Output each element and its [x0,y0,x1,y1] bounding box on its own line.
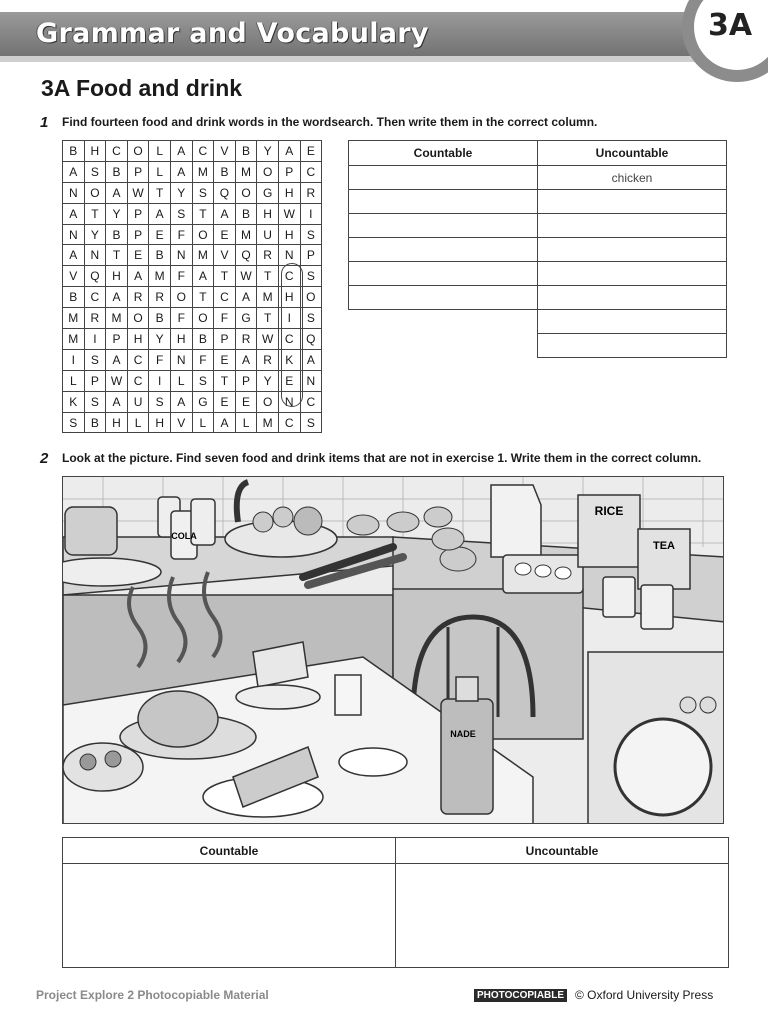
wordsearch-cell[interactable]: H [106,412,128,433]
wordsearch-cell[interactable]: W [257,329,279,350]
wordsearch-cell[interactable]: O [192,308,214,329]
wordsearch-cell[interactable]: C [278,329,300,350]
wordsearch-cell[interactable]: F [149,349,171,370]
wordsearch-cell[interactable]: C [300,391,322,412]
wordsearch-cell[interactable]: G [235,308,257,329]
wordsearch-cell[interactable]: B [149,245,171,266]
wordsearch-cell[interactable]: E [149,224,171,245]
wordsearch-cell[interactable]: O [170,287,192,308]
footer-source: Project Explore 2 Photocopiable Material [36,988,269,1002]
wordsearch-cell[interactable]: T [257,308,279,329]
wordsearch-cell[interactable]: A [63,203,85,224]
wordsearch-cell[interactable]: A [170,161,192,182]
wordsearch-cell[interactable]: K [63,391,85,412]
uncountable-answer-cell[interactable] [538,262,727,286]
wordsearch-cell[interactable]: W [235,266,257,287]
wordsearch-cell[interactable]: C [192,141,214,162]
wordsearch-cell[interactable]: U [257,224,279,245]
wordsearch-cell[interactable]: N [300,370,322,391]
wordsearch-cell[interactable]: A [214,203,236,224]
wordsearch-cell[interactable]: P [84,370,106,391]
wordsearch-cell[interactable]: Q [214,182,236,203]
wordsearch-cell[interactable]: T [192,203,214,224]
kitchen-illustration [62,476,724,824]
wordsearch-cell[interactable]: B [235,141,257,162]
wordsearch-cell[interactable]: M [257,412,279,433]
countable-answer-cell[interactable] [349,214,538,238]
uncountable-answer-cell[interactable] [538,190,727,214]
wordsearch-cell[interactable]: A [192,266,214,287]
wordsearch-cell[interactable]: F [170,266,192,287]
wordsearch-cell[interactable]: S [84,161,106,182]
wordsearch-cell[interactable]: P [127,203,149,224]
wordsearch-cell[interactable]: A [106,182,128,203]
wordsearch-cell[interactable]: A [127,266,149,287]
wordsearch-cell[interactable]: E [300,141,322,162]
wordsearch-cell[interactable]: B [149,308,171,329]
wordsearch-cell[interactable]: O [127,141,149,162]
wordsearch-cell[interactable]: Y [257,141,279,162]
wordsearch-cell[interactable]: I [84,329,106,350]
wordsearch-cell[interactable]: M [63,308,85,329]
wordsearch-cell[interactable]: H [278,287,300,308]
countable-header: Countable [63,838,396,864]
cola-label: COLA [171,531,197,541]
wordsearch-cell[interactable]: Y [84,224,106,245]
wordsearch-cell[interactable]: S [170,203,192,224]
wordsearch-cell[interactable]: A [235,287,257,308]
wordsearch-cell[interactable]: F [192,349,214,370]
wordsearch-cell[interactable]: O [257,161,279,182]
wordsearch-cell[interactable]: I [149,370,171,391]
wordsearch-cell[interactable]: L [63,370,85,391]
wordsearch-cell[interactable]: E [214,349,236,370]
uncountable-answer-cell[interactable] [538,310,727,334]
exercise-1-instruction: Find fourteen food and drink words in the wordsearch. Then write them in the correct column. [62,115,598,129]
unit-badge-text: 3A [708,8,753,43]
wordsearch-cell[interactable]: B [84,412,106,433]
wordsearch-cell[interactable]: B [106,161,128,182]
uncountable-answer-cell[interactable] [538,238,727,262]
wordsearch-cell[interactable]: T [257,266,279,287]
wordsearch-row [63,203,322,224]
photocopiable-badge: PHOTOCOPIABLE [474,989,567,1002]
wordsearch-cell[interactable]: V [63,266,85,287]
wordsearch-cell[interactable]: M [192,161,214,182]
wordsearch-cell[interactable]: A [63,245,85,266]
wordsearch-cell[interactable]: L [149,161,171,182]
wordsearch-cell[interactable]: E [214,224,236,245]
wordsearch-cell[interactable]: L [192,412,214,433]
wordsearch-cell[interactable]: A [63,161,85,182]
wordsearch-cell[interactable]: E [235,391,257,412]
wordsearch-cell[interactable]: S [84,349,106,370]
wordsearch-cell[interactable]: A [106,287,128,308]
wordsearch-cell[interactable]: A [300,349,322,370]
wordsearch-cell[interactable]: T [106,245,128,266]
wordsearch-cell[interactable]: F [170,308,192,329]
wordsearch-cell[interactable]: C [106,141,128,162]
wordsearch-cell[interactable]: R [149,287,171,308]
rice-label: RICE [594,504,624,518]
wordsearch-cell[interactable]: V [170,412,192,433]
empty-cell [349,310,538,334]
wordsearch-cell[interactable]: C [127,370,149,391]
wordsearch-cell[interactable]: A [170,391,192,412]
wordsearch-cell[interactable]: Y [170,182,192,203]
wordsearch-cell[interactable]: C [214,287,236,308]
countable-answer-cell[interactable] [349,166,538,190]
countable-answer-area[interactable] [63,864,396,968]
wordsearch-cell[interactable]: B [235,203,257,224]
wordsearch-cell[interactable]: P [127,224,149,245]
wordsearch-cell[interactable]: W [106,370,128,391]
wordsearch-cell[interactable]: Y [106,203,128,224]
wordsearch-cell[interactable]: P [278,161,300,182]
wordsearch-cell[interactable]: L [170,370,192,391]
wordsearch-cell[interactable]: P [235,370,257,391]
example-word-circle [281,263,303,407]
wordsearch-cell[interactable]: L [127,412,149,433]
uncountable-answer-cell[interactable] [538,334,727,358]
bottle-label: NADE [450,729,476,739]
wordsearch-cell[interactable]: H [170,329,192,350]
exercise-2-instruction: Look at the picture. Find seven food and drink items that are not in exercise 1. Write them in the correct column. [62,451,702,465]
wordsearch-cell[interactable]: C [278,412,300,433]
wordsearch-cell[interactable]: H [278,182,300,203]
exercise-1-answer-table [348,140,727,358]
wordsearch-cell[interactable]: P [300,245,322,266]
wordsearch-cell[interactable]: S [192,182,214,203]
wordsearch-cell[interactable]: P [106,329,128,350]
wordsearch-cell[interactable]: S [300,266,322,287]
wordsearch-cell[interactable]: B [63,141,85,162]
wordsearch-cell[interactable]: N [278,245,300,266]
wordsearch-cell[interactable]: C [300,161,322,182]
wordsearch-cell[interactable]: T [192,287,214,308]
wordsearch-cell[interactable]: S [63,412,85,433]
wordsearch-cell[interactable]: N [170,245,192,266]
wordsearch-cell[interactable]: M [192,245,214,266]
wordsearch-cell[interactable]: A [170,141,192,162]
wordsearch-cell[interactable]: C [127,349,149,370]
wordsearch-cell[interactable]: R [84,308,106,329]
wordsearch-cell[interactable]: O [300,287,322,308]
wordsearch-cell[interactable]: M [149,266,171,287]
uncountable-answer-cell[interactable] [538,214,727,238]
header-title: Grammar and Vocabulary [36,18,429,49]
wordsearch-row [63,412,322,433]
wordsearch-cell[interactable]: G [257,182,279,203]
wordsearch-row [63,161,322,182]
wordsearch-cell[interactable]: C [84,287,106,308]
wordsearch-cell[interactable]: P [127,161,149,182]
wordsearch-cell[interactable]: H [127,329,149,350]
wordsearch-row [63,182,322,203]
wordsearch-cell[interactable]: M [235,224,257,245]
wordsearch-cell[interactable]: I [278,308,300,329]
wordsearch-cell[interactable]: F [170,224,192,245]
wordsearch-cell[interactable]: I [300,203,322,224]
wordsearch-cell[interactable]: L [235,412,257,433]
wordsearch-cell[interactable]: R [257,245,279,266]
wordsearch-cell[interactable]: H [257,203,279,224]
wordsearch-cell[interactable]: N [84,245,106,266]
wordsearch-cell[interactable]: L [149,141,171,162]
wordsearch-cell[interactable]: H [106,266,128,287]
wordsearch-row [63,224,322,245]
wordsearch-cell[interactable]: V [214,245,236,266]
countable-answer-cell[interactable] [349,262,538,286]
wordsearch-cell[interactable]: R [127,287,149,308]
wordsearch-cell[interactable]: S [300,224,322,245]
countable-answer-cell[interactable] [349,190,538,214]
wordsearch-cell[interactable]: O [257,391,279,412]
wordsearch-cell[interactable]: V [214,141,236,162]
wordsearch-cell[interactable]: B [214,161,236,182]
countable-header: Countable [349,141,538,166]
wordsearch-cell[interactable]: T [84,203,106,224]
wordsearch-cell[interactable]: B [63,287,85,308]
wordsearch-cell[interactable]: F [214,308,236,329]
wordsearch-cell[interactable]: S [192,370,214,391]
exercise-2-answer-table [62,837,729,968]
wordsearch-cell[interactable]: B [106,224,128,245]
uncountable-header: Uncountable [396,838,729,864]
wordsearch-cell[interactable]: N [278,391,300,412]
wordsearch-cell[interactable]: Y [257,370,279,391]
uncountable-header: Uncountable [538,141,727,166]
wordsearch-cell[interactable]: H [149,412,171,433]
wordsearch-cell[interactable]: R [235,329,257,350]
wordsearch-cell[interactable]: H [278,224,300,245]
wordsearch-cell[interactable]: M [63,329,85,350]
wordsearch-cell[interactable]: O [192,224,214,245]
wordsearch-cell[interactable]: W [127,182,149,203]
wordsearch-cell[interactable]: T [149,182,171,203]
wordsearch-cell[interactable]: A [214,412,236,433]
wordsearch-cell[interactable]: Q [300,329,322,350]
example-answer-cell: chicken [538,166,727,190]
wordsearch-cell[interactable]: O [235,182,257,203]
footer-copyright: © Oxford University Press [575,988,714,1002]
wordsearch-cell[interactable]: E [127,245,149,266]
wordsearch-cell[interactable]: M [106,308,128,329]
header-banner-shadow [0,56,720,62]
uncountable-answer-cell[interactable] [538,286,727,310]
wordsearch-cell[interactable]: P [214,329,236,350]
wordsearch-cell[interactable]: W [278,203,300,224]
wordsearch-cell[interactable]: E [214,391,236,412]
wordsearch-cell[interactable]: T [214,266,236,287]
wordsearch-cell[interactable]: B [192,329,214,350]
wordsearch-cell[interactable]: O [84,182,106,203]
wordsearch-cell[interactable]: A [278,141,300,162]
wordsearch-cell[interactable]: M [257,287,279,308]
page-title: 3A Food and drink [41,75,243,101]
wordsearch-cell[interactable]: A [106,391,128,412]
wordsearch-cell[interactable]: A [106,349,128,370]
exercise-1-number: 1 [40,114,49,131]
wordsearch-cell[interactable]: G [192,391,214,412]
kitchen-drawing [63,477,724,824]
wordsearch-cell[interactable]: U [127,391,149,412]
exercise-2-number: 2 [40,450,49,467]
wordsearch-cell[interactable]: S [149,391,171,412]
wordsearch-cell[interactable]: R [257,349,279,370]
wordsearch-cell[interactable]: E [278,370,300,391]
wordsearch-cell[interactable]: C [278,266,300,287]
wordsearch-cell[interactable]: M [235,161,257,182]
wordsearch-cell[interactable]: I [63,349,85,370]
uncountable-answer-area[interactable] [396,864,729,968]
wordsearch-cell[interactable]: S [84,391,106,412]
wordsearch-cell[interactable]: S [300,412,322,433]
wordsearch-cell[interactable]: A [235,349,257,370]
countable-answer-cell[interactable] [349,238,538,262]
wordsearch-cell[interactable]: N [63,182,85,203]
wordsearch-cell[interactable]: R [300,182,322,203]
wordsearch-cell[interactable]: Y [149,329,171,350]
countable-answer-cell[interactable] [349,286,538,310]
wordsearch-row [63,141,322,162]
wordsearch-row [63,245,322,266]
wordsearch-cell[interactable]: Q [84,266,106,287]
wordsearch-cell[interactable]: O [127,308,149,329]
wordsearch-cell[interactable]: N [170,349,192,370]
empty-cell [349,334,538,358]
wordsearch-cell[interactable]: K [278,349,300,370]
tea-label: TEA [653,540,675,552]
wordsearch-cell[interactable]: A [149,203,171,224]
wordsearch-cell[interactable]: T [214,370,236,391]
wordsearch-cell[interactable]: H [84,141,106,162]
wordsearch-cell[interactable]: Q [235,245,257,266]
wordsearch-cell[interactable]: N [63,224,85,245]
wordsearch-cell[interactable]: S [300,308,322,329]
